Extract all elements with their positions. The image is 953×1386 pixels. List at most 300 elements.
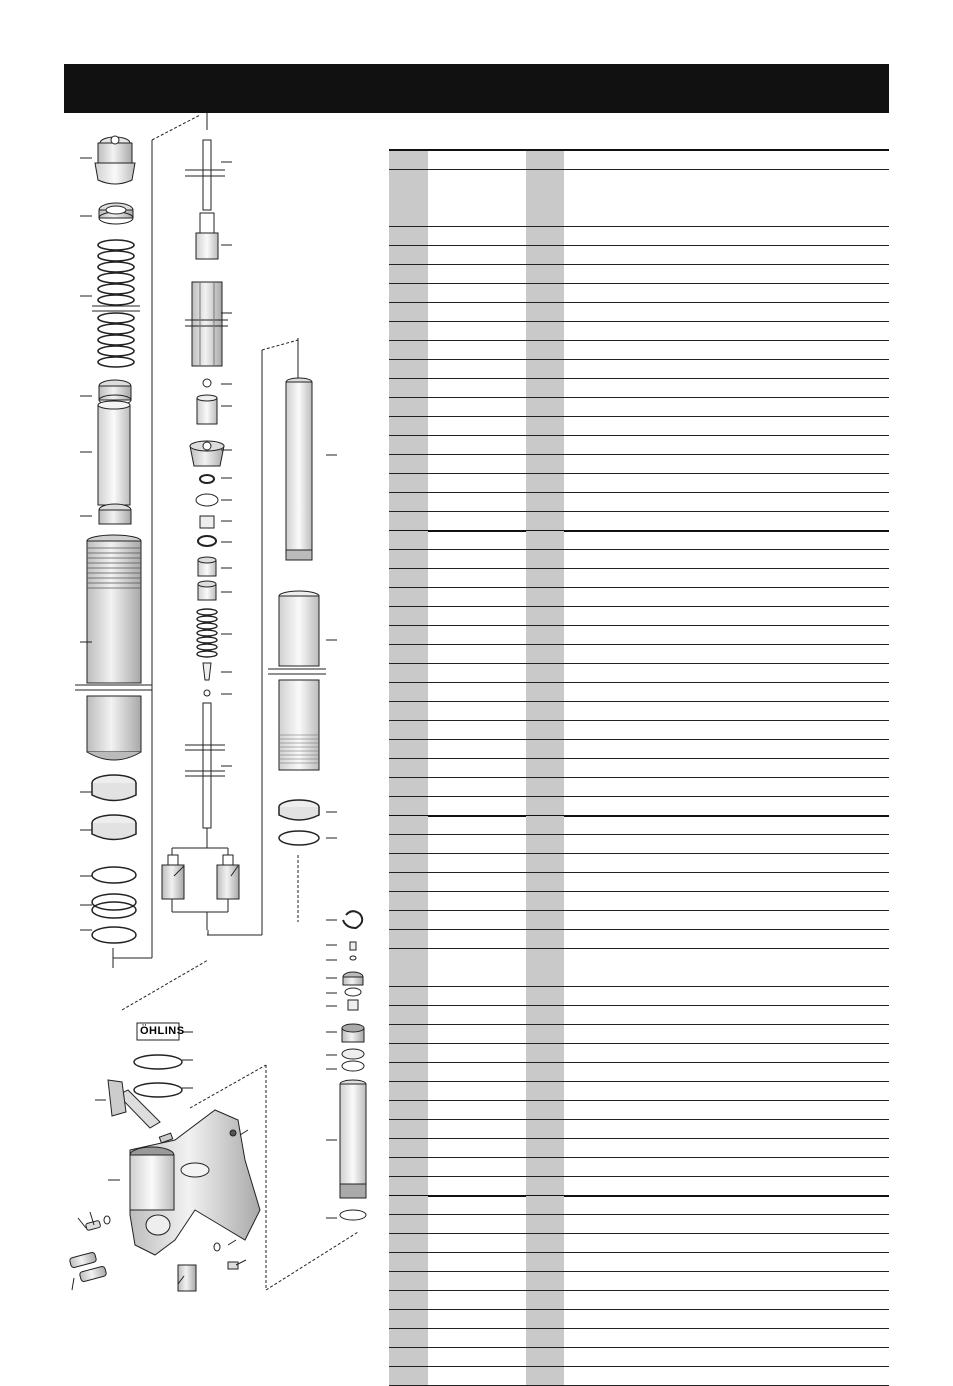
qty-cell bbox=[526, 949, 564, 986]
pos-cell bbox=[389, 1272, 428, 1290]
description-cell bbox=[564, 531, 889, 549]
part-number-cell bbox=[428, 1006, 526, 1024]
table-row bbox=[389, 303, 889, 322]
description-cell bbox=[564, 512, 889, 530]
pos-cell bbox=[389, 1025, 428, 1043]
qty-cell bbox=[526, 626, 564, 644]
damper-rod-lower bbox=[185, 663, 225, 828]
part-number-cell bbox=[428, 1139, 526, 1157]
qty-cell bbox=[526, 1063, 564, 1081]
description-cell bbox=[564, 436, 889, 454]
description-cell bbox=[564, 664, 889, 682]
part-number-cell bbox=[428, 987, 526, 1005]
pos-cell bbox=[389, 1234, 428, 1252]
part-number-cell bbox=[428, 1310, 526, 1328]
table-row bbox=[389, 1158, 889, 1177]
qty-cell bbox=[526, 398, 564, 416]
part-number-cell bbox=[428, 1291, 526, 1309]
description-cell bbox=[564, 1006, 889, 1024]
table-row bbox=[389, 341, 889, 360]
part-number-cell bbox=[428, 1234, 526, 1252]
qty-cell bbox=[526, 683, 564, 701]
qty-cell bbox=[526, 664, 564, 682]
table-row bbox=[389, 1348, 889, 1367]
description-cell bbox=[564, 322, 889, 340]
part-number-cell bbox=[428, 1082, 526, 1100]
table-row bbox=[389, 1101, 889, 1120]
pos-cell bbox=[389, 797, 428, 815]
description-cell bbox=[564, 1253, 889, 1271]
description-cell bbox=[564, 702, 889, 720]
table-row bbox=[389, 227, 889, 246]
description-cell bbox=[564, 398, 889, 416]
description-cell bbox=[564, 1215, 889, 1233]
description-cell bbox=[564, 911, 889, 929]
qty-cell bbox=[526, 1367, 564, 1385]
part-number-cell bbox=[428, 816, 526, 834]
description-cell bbox=[564, 227, 889, 245]
table-row bbox=[389, 1310, 889, 1329]
qty-cell bbox=[526, 1272, 564, 1290]
spring-guide-tube bbox=[98, 401, 130, 505]
description-cell bbox=[564, 1158, 889, 1176]
pos-cell bbox=[389, 227, 428, 245]
table-row bbox=[389, 854, 889, 873]
pos-cell bbox=[389, 607, 428, 625]
part-number-cell bbox=[428, 284, 526, 302]
pos-cell bbox=[389, 626, 428, 644]
pos-cell bbox=[389, 1177, 428, 1195]
qty-cell bbox=[526, 569, 564, 587]
table-row bbox=[389, 645, 889, 664]
part-number-cell bbox=[428, 265, 526, 283]
qty-cell bbox=[526, 892, 564, 910]
pos-cell bbox=[389, 1101, 428, 1119]
part-number-cell bbox=[428, 721, 526, 739]
qty-cell bbox=[526, 360, 564, 378]
pos-cell bbox=[389, 170, 428, 226]
description-cell bbox=[564, 341, 889, 359]
qty-cell bbox=[526, 1234, 564, 1252]
table-row bbox=[389, 246, 889, 265]
pos-cell bbox=[389, 1044, 428, 1062]
table-row bbox=[389, 151, 889, 170]
part-number-cell bbox=[428, 702, 526, 720]
part-number-cell bbox=[428, 778, 526, 796]
pos-cell bbox=[389, 1291, 428, 1309]
damper-rod-top bbox=[185, 140, 225, 259]
qty-cell bbox=[526, 1253, 564, 1271]
table-row bbox=[389, 474, 889, 493]
part-number-cell bbox=[428, 512, 526, 530]
pos-cell bbox=[389, 892, 428, 910]
description-cell bbox=[564, 303, 889, 321]
part-number-cell bbox=[428, 322, 526, 340]
description-cell bbox=[564, 759, 889, 777]
pos-cell bbox=[389, 265, 428, 283]
pos-cell bbox=[389, 930, 428, 948]
pos-cell bbox=[389, 588, 428, 606]
qty-cell bbox=[526, 341, 564, 359]
qty-cell bbox=[526, 778, 564, 796]
pos-cell bbox=[389, 1253, 428, 1271]
description-cell bbox=[564, 1177, 889, 1195]
pos-cell bbox=[389, 1006, 428, 1024]
fork-tube bbox=[268, 591, 326, 770]
description-cell bbox=[564, 1272, 889, 1290]
description-cell bbox=[564, 1329, 889, 1347]
part-number-cell bbox=[428, 797, 526, 815]
pos-cell bbox=[389, 284, 428, 302]
qty-cell bbox=[526, 1120, 564, 1138]
part-number-cell bbox=[428, 740, 526, 758]
description-cell bbox=[564, 949, 889, 986]
pos-cell bbox=[389, 398, 428, 416]
pos-cell bbox=[389, 721, 428, 739]
description-cell bbox=[564, 607, 889, 625]
part-number-cell bbox=[428, 607, 526, 625]
qty-cell bbox=[526, 588, 564, 606]
part-number-cell bbox=[428, 1177, 526, 1195]
qty-cell bbox=[526, 987, 564, 1005]
lower-small-parts bbox=[340, 911, 366, 1220]
description-cell bbox=[564, 721, 889, 739]
part-number-cell bbox=[428, 892, 526, 910]
pos-cell bbox=[389, 759, 428, 777]
table-row bbox=[389, 569, 889, 588]
cartridge-tube bbox=[185, 282, 228, 366]
qty-cell bbox=[526, 455, 564, 473]
qty-cell bbox=[526, 1082, 564, 1100]
fork-bottom-casting bbox=[108, 1080, 260, 1291]
description-cell bbox=[564, 569, 889, 587]
rebound-spring bbox=[197, 609, 217, 657]
table-row bbox=[389, 740, 889, 759]
qty-cell bbox=[526, 1348, 564, 1366]
spring-seat bbox=[99, 203, 133, 224]
pos-cell bbox=[389, 569, 428, 587]
description-cell bbox=[564, 1310, 889, 1328]
description-cell bbox=[564, 1196, 889, 1214]
description-cell bbox=[564, 588, 889, 606]
qty-cell bbox=[526, 816, 564, 834]
part-number-cell bbox=[428, 664, 526, 682]
table-row bbox=[389, 911, 889, 930]
description-cell bbox=[564, 379, 889, 397]
description-cell bbox=[564, 892, 889, 910]
table-row bbox=[389, 436, 889, 455]
qty-cell bbox=[526, 379, 564, 397]
table-row bbox=[389, 170, 889, 227]
description-cell bbox=[564, 1063, 889, 1081]
pos-cell bbox=[389, 1215, 428, 1233]
part-number-cell bbox=[428, 588, 526, 606]
part-number-cell bbox=[428, 949, 526, 986]
qty-cell bbox=[526, 835, 564, 853]
description-cell bbox=[564, 835, 889, 853]
part-number-cell bbox=[428, 227, 526, 245]
table-row bbox=[389, 816, 889, 835]
pos-cell bbox=[389, 1063, 428, 1081]
table-row bbox=[389, 398, 889, 417]
qty-cell bbox=[526, 873, 564, 891]
table-row bbox=[389, 1063, 889, 1082]
qty-cell bbox=[526, 1310, 564, 1328]
pos-cell bbox=[389, 645, 428, 663]
pos-cell bbox=[389, 949, 428, 986]
table-row bbox=[389, 1177, 889, 1197]
table-row bbox=[389, 531, 889, 550]
pos-cell bbox=[389, 664, 428, 682]
qty-cell bbox=[526, 1044, 564, 1062]
part-number-cell bbox=[428, 569, 526, 587]
table-row bbox=[389, 1025, 889, 1044]
description-cell bbox=[564, 455, 889, 473]
pos-cell bbox=[389, 835, 428, 853]
valve-stack bbox=[190, 379, 224, 600]
pos-cell bbox=[389, 778, 428, 796]
pos-cell bbox=[389, 417, 428, 435]
table-row bbox=[389, 778, 889, 797]
part-number-cell bbox=[428, 1101, 526, 1119]
part-number-cell bbox=[428, 417, 526, 435]
qty-cell bbox=[526, 284, 564, 302]
part-number-cell bbox=[428, 531, 526, 549]
qty-cell bbox=[526, 170, 564, 226]
pos-cell bbox=[389, 1310, 428, 1328]
qty-cell bbox=[526, 1291, 564, 1309]
qty-cell bbox=[526, 645, 564, 663]
table-row bbox=[389, 1215, 889, 1234]
qty-cell bbox=[526, 474, 564, 492]
table-row bbox=[389, 360, 889, 379]
table-row bbox=[389, 892, 889, 911]
table-row bbox=[389, 512, 889, 532]
table-row bbox=[389, 417, 889, 436]
part-number-cell bbox=[428, 151, 526, 169]
description-cell bbox=[564, 360, 889, 378]
description-cell bbox=[564, 493, 889, 511]
parts-table bbox=[389, 149, 889, 1386]
table-row bbox=[389, 455, 889, 474]
description-cell bbox=[564, 1291, 889, 1309]
description-cell bbox=[564, 550, 889, 568]
part-number-cell bbox=[428, 303, 526, 321]
part-number-cell bbox=[428, 474, 526, 492]
qty-cell bbox=[526, 759, 564, 777]
outer-tube bbox=[75, 535, 152, 760]
part-number-cell bbox=[428, 683, 526, 701]
part-number-cell bbox=[428, 1215, 526, 1233]
description-cell bbox=[564, 626, 889, 644]
part-number-cell bbox=[428, 1367, 526, 1385]
qty-cell bbox=[526, 322, 564, 340]
qty-cell bbox=[526, 512, 564, 530]
part-number-cell bbox=[428, 854, 526, 872]
description-cell bbox=[564, 778, 889, 796]
description-cell bbox=[564, 1025, 889, 1043]
pos-cell bbox=[389, 531, 428, 549]
table-row bbox=[389, 1367, 889, 1386]
pos-cell bbox=[389, 702, 428, 720]
qty-cell bbox=[526, 854, 564, 872]
pos-cell bbox=[389, 987, 428, 1005]
adjuster-valves bbox=[162, 828, 239, 930]
qty-cell bbox=[526, 1006, 564, 1024]
spring-preload-cap bbox=[95, 136, 135, 184]
table-row bbox=[389, 759, 889, 778]
part-number-cell bbox=[428, 1253, 526, 1271]
part-number-cell bbox=[428, 1120, 526, 1138]
ohlins-logo: ÖHLINS bbox=[140, 1025, 185, 1037]
part-number-cell bbox=[428, 550, 526, 568]
table-row bbox=[389, 702, 889, 721]
qty-cell bbox=[526, 303, 564, 321]
table-row bbox=[389, 626, 889, 645]
fork-bottom-rings bbox=[134, 1055, 182, 1097]
part-number-cell bbox=[428, 1063, 526, 1081]
description-cell bbox=[564, 987, 889, 1005]
pos-cell bbox=[389, 550, 428, 568]
qty-cell bbox=[526, 1329, 564, 1347]
table-row bbox=[389, 588, 889, 607]
description-cell bbox=[564, 474, 889, 492]
table-row bbox=[389, 987, 889, 1006]
table-row bbox=[389, 322, 889, 341]
pos-cell bbox=[389, 1329, 428, 1347]
qty-cell bbox=[526, 531, 564, 549]
qty-cell bbox=[526, 227, 564, 245]
table-row bbox=[389, 1120, 889, 1139]
table-row bbox=[389, 493, 889, 512]
description-cell bbox=[564, 1082, 889, 1100]
part-number-cell bbox=[428, 246, 526, 264]
qty-cell bbox=[526, 702, 564, 720]
table-row bbox=[389, 1234, 889, 1253]
table-row bbox=[389, 550, 889, 569]
part-number-cell bbox=[428, 1025, 526, 1043]
table-row bbox=[389, 265, 889, 284]
part-number-cell bbox=[428, 626, 526, 644]
qty-cell bbox=[526, 1025, 564, 1043]
table-row bbox=[389, 930, 889, 949]
description-cell bbox=[564, 816, 889, 834]
part-number-cell bbox=[428, 873, 526, 891]
part-number-cell bbox=[428, 436, 526, 454]
description-cell bbox=[564, 1367, 889, 1385]
description-cell bbox=[564, 873, 889, 891]
pos-cell bbox=[389, 303, 428, 321]
qty-cell bbox=[526, 246, 564, 264]
description-cell bbox=[564, 417, 889, 435]
pos-cell bbox=[389, 493, 428, 511]
left-rings bbox=[92, 775, 136, 943]
description-cell bbox=[564, 740, 889, 758]
description-cell bbox=[564, 1234, 889, 1252]
qty-cell bbox=[526, 1177, 564, 1195]
table-row bbox=[389, 664, 889, 683]
pos-cell bbox=[389, 379, 428, 397]
part-number-cell bbox=[428, 1158, 526, 1176]
pos-cell bbox=[389, 1120, 428, 1138]
table-row bbox=[389, 1006, 889, 1025]
pos-cell bbox=[389, 854, 428, 872]
qty-cell bbox=[526, 930, 564, 948]
qty-cell bbox=[526, 1196, 564, 1214]
part-number-cell bbox=[428, 455, 526, 473]
part-number-cell bbox=[428, 1272, 526, 1290]
pos-cell bbox=[389, 455, 428, 473]
qty-cell bbox=[526, 417, 564, 435]
inner-cartridge-tube bbox=[286, 378, 312, 560]
table-row bbox=[389, 1253, 889, 1272]
part-number-cell bbox=[428, 379, 526, 397]
part-number-cell bbox=[428, 759, 526, 777]
description-cell bbox=[564, 170, 889, 226]
description-cell bbox=[564, 151, 889, 169]
table-row bbox=[389, 1196, 889, 1215]
pos-cell bbox=[389, 740, 428, 758]
pos-cell bbox=[389, 1139, 428, 1157]
qty-cell bbox=[526, 1158, 564, 1176]
table-row bbox=[389, 1329, 889, 1348]
pos-cell bbox=[389, 322, 428, 340]
description-cell bbox=[564, 1139, 889, 1157]
description-cell bbox=[564, 1044, 889, 1062]
table-row bbox=[389, 835, 889, 854]
qty-cell bbox=[526, 740, 564, 758]
qty-cell bbox=[526, 721, 564, 739]
pos-cell bbox=[389, 911, 428, 929]
table-row bbox=[389, 873, 889, 892]
part-number-cell bbox=[428, 645, 526, 663]
part-number-cell bbox=[428, 493, 526, 511]
qty-cell bbox=[526, 607, 564, 625]
description-cell bbox=[564, 1348, 889, 1366]
pos-cell bbox=[389, 1082, 428, 1100]
pos-cell bbox=[389, 360, 428, 378]
part-number-cell bbox=[428, 170, 526, 226]
description-cell bbox=[564, 246, 889, 264]
table-row bbox=[389, 797, 889, 817]
pos-cell bbox=[389, 1348, 428, 1366]
pos-cell bbox=[389, 512, 428, 530]
table-row bbox=[389, 1139, 889, 1158]
qty-cell bbox=[526, 550, 564, 568]
qty-cell bbox=[526, 1139, 564, 1157]
qty-cell bbox=[526, 493, 564, 511]
qty-cell bbox=[526, 436, 564, 454]
qty-cell bbox=[526, 911, 564, 929]
pos-cell bbox=[389, 1196, 428, 1214]
table-row bbox=[389, 1082, 889, 1101]
table-row bbox=[389, 683, 889, 702]
pos-cell bbox=[389, 873, 428, 891]
part-number-cell bbox=[428, 911, 526, 929]
part-number-cell bbox=[428, 398, 526, 416]
part-number-cell bbox=[428, 1329, 526, 1347]
pos-cell bbox=[389, 436, 428, 454]
pos-cell bbox=[389, 1158, 428, 1176]
table-row bbox=[389, 284, 889, 303]
table-row bbox=[389, 379, 889, 398]
part-number-cell bbox=[428, 930, 526, 948]
pos-cell bbox=[389, 341, 428, 359]
part-number-cell bbox=[428, 360, 526, 378]
description-cell bbox=[564, 1120, 889, 1138]
qty-cell bbox=[526, 151, 564, 169]
qty-cell bbox=[526, 797, 564, 815]
